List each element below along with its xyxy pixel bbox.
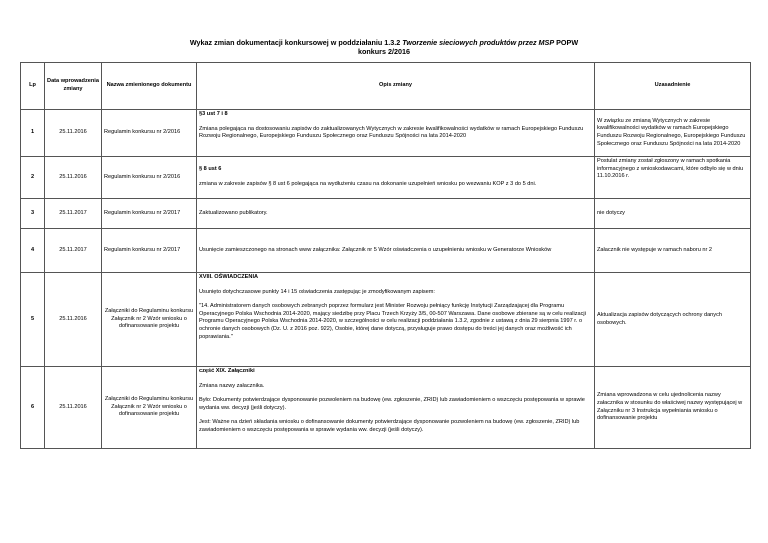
header-row [21,63,751,110]
opis-paragraph: Jest: Ważne na dzień składania wniosku o dofinansowanie dokumenty potwierdzające dysponowanie pozwoleniem na budowę (ew. zgłoszenie, ZRID) lub zawiadomieniem o wszczęciu postępowania w sprawie wydania ww. decyzji (jeśli dotyczy). [199,419,580,433]
opis-paragraph: "14. Administratorem danych osobowych zebranych poprzez formularz jest Minister Rozwoju pełniący funkcję Instytucji Zarządzającej dla Programu Operacyjnego Polska Wschodnia 2014-2020, mający siedzibę przy Placu Trzech Krzyży 3/5, 00-507 Warszawa. Dane osobowe zbierane są w celu realizacji Programu Operacyjnego Polska Wschodnia 2014-2020, w szczególności w celu realizacji poddziałania 1.3.2, zgodnie z ustawą z dnia 29 sierpnia 1997 r. o ochronie danych osobowych (Dz. U. z 2016 poz. 922), Osobie, której dane dotyczą, przysługuje prawo dostępu do treści jej danych oraz możliwość ich poprawiania." [199,303,586,340]
opis-body: zmiana w zakresie zapisów § 8 ust 6 polegająca na wydłużeniu czasu na dokonanie uzupełnień wniosku po wezwaniu KOP z 3 do 5 dni. [199,181,537,187]
cell-opis [197,367,595,449]
header-data: Data wprowadzenia zmiany [45,63,102,110]
cell-uzasadnienie: Zmiana wprowadzona w celu ujednolicenia nazwy załacznika w stosunku do właściwej nazwy występującej w Załączniku nr 3 Instrukcja wypełniania wniosku o dofinansowanie projektu [595,367,751,449]
opis-heading: część XIX. Załączniki [199,368,255,374]
page-title [0,38,768,56]
cell-opis: Usunięcie zamieszczonego na stronach www załącznika: Załącznik nr 5 Wzór oświadczenia o uzupełnieniu wniosku w Generatorze Wniosków [197,229,595,273]
table-row [21,229,751,273]
cell-opis [197,157,595,199]
table-row [21,157,751,199]
cell-nazwa: Załączniki do Regulaminu konkursu Załącznik nr 2 Wzór wniosku o dofinansowanie projektu [102,273,197,367]
cell-nazwa: Regulamin konkursu nr 2/2017 [102,199,197,229]
changes-table [20,62,751,449]
cell-uzasadnienie: nie dotyczy [595,199,751,229]
cell-opis [197,273,595,367]
cell-uzasadnienie: Postulat zmiany został zgłoszony w ramach spotkania informacyjnego z wnioskodawcami, które odbyło się w dniu 11.10.2016 r. [595,157,751,199]
title-line1: Wykaz zmian dokumentacji konkursowej w poddziałaniu 1.3.2 Tworzenie sieciowych produktów przez MSP POPW [189,38,579,47]
opis-heading: XVIII. OŚWIADCZENIA [199,274,259,280]
cell-lp: 1 [21,110,45,157]
opis-paragraph: Zmiana nazwy załacznika. [199,382,265,389]
opis-paragraph: Było: Dokumenty potwierdzające dysponowanie pozwoleniem na budowę (ew. zgłoszenie, ZRID) lub zawiadomieniem o wszczęciu postępowania w sprawie wydania ww. decyzji (jeśli dotyczy). [199,397,585,411]
cell-data: 25.11.2016 [45,273,102,367]
header-opis: Opis zmiany [197,63,595,110]
opis-body: Zmiana polegająca na dostosowaniu zapisów do zaktualizowanych Wytycznych w zakresie kwalifikowalności wydatków w ramach Europejskiego Funduszu Rozwoju Regionalnego, Europejskiego Funduszu Społecznego oraz Funduszu Spójności na lata 2014-2020 [199,125,584,140]
opis-heading: § 8 ust 6 [199,166,222,173]
cell-uzasadnienie: W związku ze zmianą Wytycznych w zakresie kwalifikowalności wydatków w ramach Europejskiego Funduszu Rozwoju Regionalnego, Europejskiego Funduszu Społecznego oraz Funduszu Spójności na lata 2014-2020 [595,110,751,157]
table-row [21,110,751,157]
table-row [21,273,751,367]
cell-uzasadnienie: Załacznik nie występuje w ramach naboru nr 2 [595,229,751,273]
cell-lp: 3 [21,199,45,229]
header-nazwa: Nazwa zmienionego dokumentu [102,63,197,110]
changes-table-wrapper [20,62,750,449]
cell-data: 25.11.2017 [45,229,102,273]
table-row [21,199,751,229]
cell-nazwa: Regulamin konkursu nr 2/2016 [102,157,197,199]
cell-opis: Zaktualizowano publikatory. [197,199,595,229]
title-line2: konkurs 2/2016 [358,47,410,56]
cell-data: 25.11.2016 [45,157,102,199]
cell-lp: 4 [21,229,45,273]
cell-lp: 2 [21,157,45,199]
table-row [21,367,751,449]
cell-nazwa: Regulamin konkursu nr 2/2017 [102,229,197,273]
cell-nazwa: Załączniki do Regulaminu konkursu Załącznik nr 2 Wzór wniosku o dofinansowanie projektu [102,367,197,449]
cell-uzasadnienie: Aktualizacja zapisów dotyczących ochrony danych osobowych. [595,273,751,367]
opis-paragraph: Usunięto dotychczasowe punkty 14 i 15 oświadczenia zastępując je zmodyfikowanym zapisem: [199,288,435,295]
cell-lp: 6 [21,367,45,449]
opis-heading: §3 ust 7 i 8 [199,111,228,117]
cell-data: 25.11.2016 [45,367,102,449]
header-lp: Lp [21,63,45,110]
cell-lp: 5 [21,273,45,367]
header-uzasadnienie: Uzasadnienie [595,63,751,110]
cell-data: 25.11.2016 [45,110,102,157]
cell-data: 25.11.2017 [45,199,102,229]
cell-opis [197,110,595,157]
cell-nazwa: Regulamin konkursu nr 2/2016 [102,110,197,157]
